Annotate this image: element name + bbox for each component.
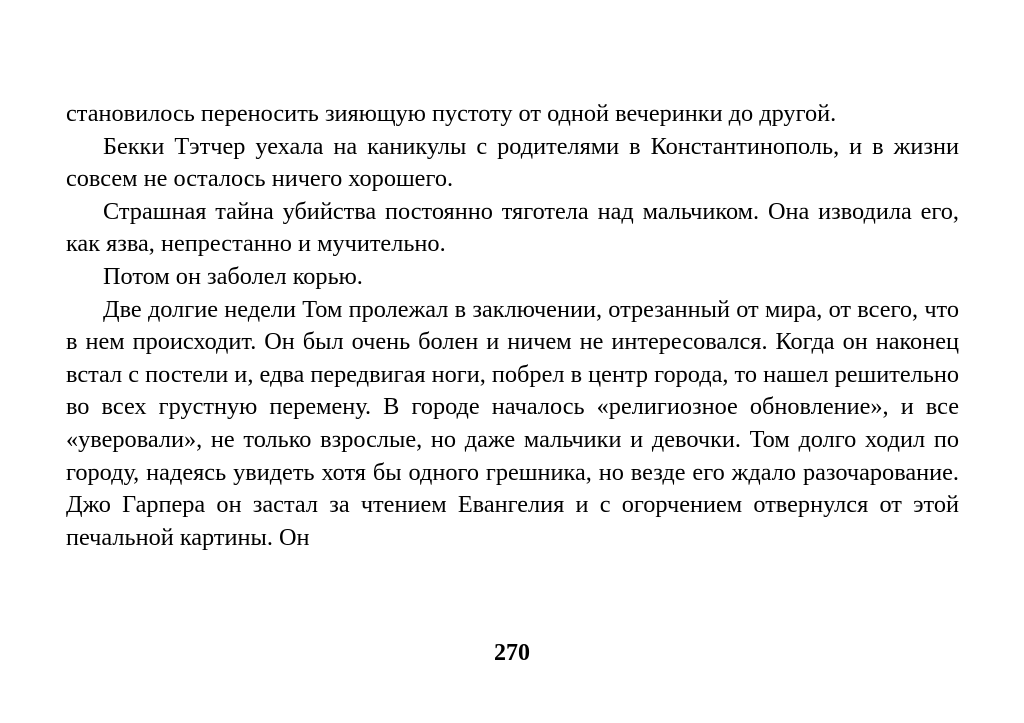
paragraph-becky: Бекки Тэтчер уехала на каникулы с родителями в Константинополь, и в жизни совсем не осталось ничего хорошего. — [66, 132, 959, 193]
paragraph-measles: Потом он заболел корью. — [103, 262, 363, 290]
page-body — [66, 98, 959, 554]
page-number: 270 — [494, 640, 530, 666]
paragraph-two-weeks: Две долгие недели Том пролежал в заключении, отрезанный от мира, от всего, что в нем происходит. Он был очень болен и ничем не интересовался. Когда он наконец встал с постели и, едва передвигая ноги, побрел в центр города, то нашел решительно во всех грустную перемену. В городе началось «религиозное обновление», и все «уверовали», не только взрослые, но даже мальчики и девочки. Том долго ходил по городу, надеясь увидеть хотя бы одного грешника, но везде его ждало разочарование. Джо Гарпера он застал за чтением Евангелия и с огорчением отвернулся от этой печальной картины. Он — [66, 295, 959, 551]
paragraph-secret: Страшная тайна убийства постоянно тяготела над мальчиком. Она изводила его, как язва, непрестанно и мучительно. — [66, 197, 959, 258]
paragraph-continuation: становилось переносить зияющую пустоту от одной вечеринки до другой. — [66, 100, 837, 127]
